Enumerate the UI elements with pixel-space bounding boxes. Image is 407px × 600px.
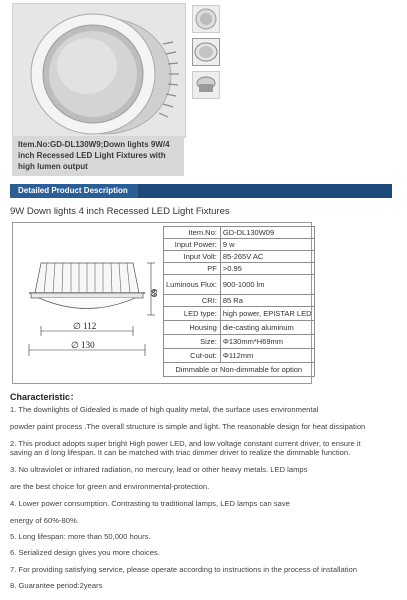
- spec-row: [164, 275, 315, 295]
- spec-key: LED type:: [164, 307, 221, 321]
- spec-value: Φ112mm: [220, 349, 314, 363]
- height-label: 69: [150, 289, 159, 297]
- characteristic-line: are the best choice for green and environmental-protection.: [10, 482, 210, 491]
- spec-value: >0.95: [220, 263, 314, 275]
- spec-value: die-casting aluminum: [220, 321, 314, 335]
- product-gallery: [0, 0, 407, 178]
- spec-row: [164, 295, 315, 307]
- thumbnail-3[interactable]: [192, 71, 220, 99]
- section-header: [10, 184, 392, 198]
- spec-value: 9 w: [220, 239, 314, 251]
- characteristic-line: 6. Serialized design gives you more choices.: [10, 548, 160, 557]
- spec-key: Item.No:: [164, 227, 221, 239]
- spec-value: 900-1000 lm: [220, 275, 314, 295]
- characteristic-line: 3. No ultraviolet or infrared radiation, no mercury, lead or other heavy metals. LED lamps: [10, 465, 308, 474]
- characteristic-line: 5. Long lifespan: more than 50,000 hours.: [10, 532, 151, 541]
- spec-key: Size:: [164, 335, 221, 349]
- spec-row: [164, 239, 315, 251]
- section-title: Detailed Product Description: [18, 186, 128, 195]
- spec-footer: Dimmable or Non-dimmable for option: [164, 363, 315, 377]
- spec-row: [164, 335, 315, 349]
- spec-value: GD-DL130W09: [220, 227, 314, 239]
- spec-value: 85 Ra: [220, 295, 314, 307]
- spec-key: Housing: [164, 321, 221, 335]
- spec-row: [164, 263, 315, 275]
- spec-table: [163, 226, 315, 377]
- main-product-image[interactable]: [12, 3, 186, 138]
- cutout-dimension-label: ∅ 112: [73, 321, 97, 331]
- spec-row: [164, 227, 315, 239]
- spec-key: Input Volt:: [164, 251, 221, 263]
- diameter-dimension-label: ∅ 130: [71, 340, 95, 350]
- characteristic-line: 1. The downlights of Gidealed is made of high quality metal, the surface uses environmental: [10, 405, 319, 414]
- spec-row: [164, 349, 315, 363]
- product-title: 9W Down lights 4 inch Recessed LED Light Fixtures: [10, 206, 230, 217]
- spec-key: Input Power:: [164, 239, 221, 251]
- spec-key: CRI:: [164, 295, 221, 307]
- characteristic-line: 8. Guarantee period:2years: [10, 581, 103, 590]
- spec-row: [164, 321, 315, 335]
- characteristic-line: 7. For providing satisfying service, please operate according to instructions in the process of installation: [10, 565, 357, 574]
- spec-footer-row: [164, 363, 315, 377]
- thumbnail-2[interactable]: [192, 38, 220, 66]
- characteristic-line: 4. Lower power consumption. Contrasting to traditional lamps, LED lamps can save: [10, 499, 290, 508]
- spec-value: high power, EPISTAR LED: [220, 307, 314, 321]
- characteristic-line: 2. This product adopts super bright High power LED, and low voltage constant current driver, to ensure it: [10, 439, 361, 448]
- spec-row: [164, 251, 315, 263]
- spec-row: [164, 307, 315, 321]
- characteristic-line: energy of 60%-80%.: [10, 516, 79, 525]
- characteristic-line: saving an d long lifespan. It can be matched with triac dimmer driver to realize the dimmable function.: [10, 448, 351, 457]
- thumbnail-1[interactable]: [192, 5, 220, 33]
- characteristic-line: powder paint process .The overall structure is simple and light. The reasonable design for heat dissipation: [10, 422, 366, 431]
- dimension-drawing: [13, 223, 163, 383]
- spec-key: PF: [164, 263, 221, 275]
- product-caption: Item.No:GD-DL130W9;Down lights 9W/4 inch Recessed LED Light Fixtures with high lumen output: [12, 136, 184, 176]
- spec-value: Φ130mm*H69mm: [220, 335, 314, 349]
- spec-value: 85-265V AC: [220, 251, 314, 263]
- spec-key: Cut-out:: [164, 349, 221, 363]
- spec-box: [12, 222, 312, 384]
- characteristic-heading: Characteristic：: [10, 392, 80, 402]
- spec-key: Luminous Flux:: [164, 275, 221, 295]
